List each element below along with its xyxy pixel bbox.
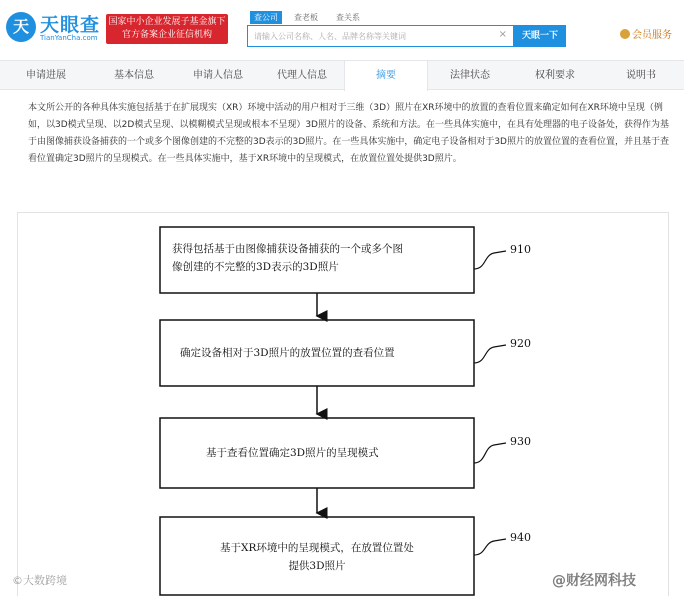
tab-application-progress[interactable]: 申请进展 xyxy=(26,70,66,81)
ref-930: 930 xyxy=(510,435,531,448)
search-box xyxy=(247,25,514,47)
vip-service-link[interactable] xyxy=(620,26,672,41)
patent-section-tabs xyxy=(0,60,684,90)
search-button[interactable]: 天眼一下 xyxy=(514,25,566,47)
flow-step-940-text xyxy=(164,539,470,575)
watermark-right: @财经网科技 xyxy=(552,573,636,589)
logo-domain: TianYanCha.com xyxy=(40,34,98,42)
leader-940 xyxy=(474,539,506,555)
site-logo[interactable] xyxy=(6,10,106,50)
badge-line-1: 国家中小企业发展子基金旗下 xyxy=(108,17,226,27)
flow-step-930-text: 基于查看位置确定3D照片的呈现模式 xyxy=(206,447,379,459)
abstract-text: 本文所公开的各种具体实施包括基于在扩展现实（XR）环境中活动的用户相对于三维（3D）照片在XR环境中的放置的查看位置来确定如何在XR环境中呈现（例如，以3D模式呈现、以2D模式呈现、以模糊模式呈现或根本不呈现）3D照片的设备、系统和方法。在一些具体实施中，在具有处理器的电子设备处，获得作为基于由图像捕获设备捕获的一个或多个图像创建的不完整的3D表示的3D照片。在一些具体实施中，确定电子设备相对于3D照片的放置位置的查看位置，并且基于查看位置确定3D照片的呈现模式。在一些具体实施中，基于XR环境中的呈现模式，在放置位置处提供3D照片。 xyxy=(28,103,669,164)
flow-step-940-line2: 提供3D照片 xyxy=(288,560,346,572)
flow-step-920-text: 确定设备相对于3D照片的放置位置的查看位置 xyxy=(180,347,395,359)
tab-basic-info[interactable]: 基本信息 xyxy=(114,70,154,81)
crown-icon xyxy=(620,29,630,39)
flow-step-910-line2: 像创建的不完整的3D表示的3D照片 xyxy=(172,261,339,273)
tab-abstract[interactable]: 摘要 xyxy=(344,61,428,91)
leader-910 xyxy=(474,251,506,269)
logo-eye-icon: 天 xyxy=(6,12,36,42)
tab-claims[interactable]: 权利要求 xyxy=(535,70,575,81)
tab-applicant-info[interactable]: 申请人信息 xyxy=(193,70,243,81)
ref-910: 910 xyxy=(510,243,531,256)
ref-940: 940 xyxy=(510,531,531,544)
vip-label: 会员服务 xyxy=(632,30,672,41)
search-tab-relation[interactable]: 查关系 xyxy=(336,13,360,22)
official-badge xyxy=(106,14,228,44)
tab-legal-status[interactable]: 法律状态 xyxy=(450,70,490,81)
abstract-figure xyxy=(17,212,669,596)
logo-text: 天眼查 xyxy=(40,14,101,36)
flow-step-910-line1: 获得包括基于由图像捕获设备捕获的一个或多个图 xyxy=(172,243,403,255)
search-tab-boss[interactable]: 查老板 xyxy=(294,13,318,22)
leader-930 xyxy=(474,443,506,463)
ref-920: 920 xyxy=(510,337,531,350)
site-header xyxy=(0,0,684,60)
tab-description[interactable]: 说明书 xyxy=(626,70,656,81)
flow-step-910-text xyxy=(172,240,468,276)
leader-920 xyxy=(474,345,506,363)
watermark-left: ©大数跨境 xyxy=(12,574,67,587)
tab-agent-info[interactable]: 代理人信息 xyxy=(277,70,327,81)
flow-step-940-line1: 基于XR环境中的呈现模式，在放置位置处 xyxy=(220,542,414,554)
clear-icon[interactable]: × xyxy=(498,29,507,40)
search-tab-company[interactable]: 查公司 xyxy=(250,11,282,24)
search-input[interactable] xyxy=(254,29,494,44)
badge-line-2: 官方备案企业征信机构 xyxy=(121,30,212,40)
